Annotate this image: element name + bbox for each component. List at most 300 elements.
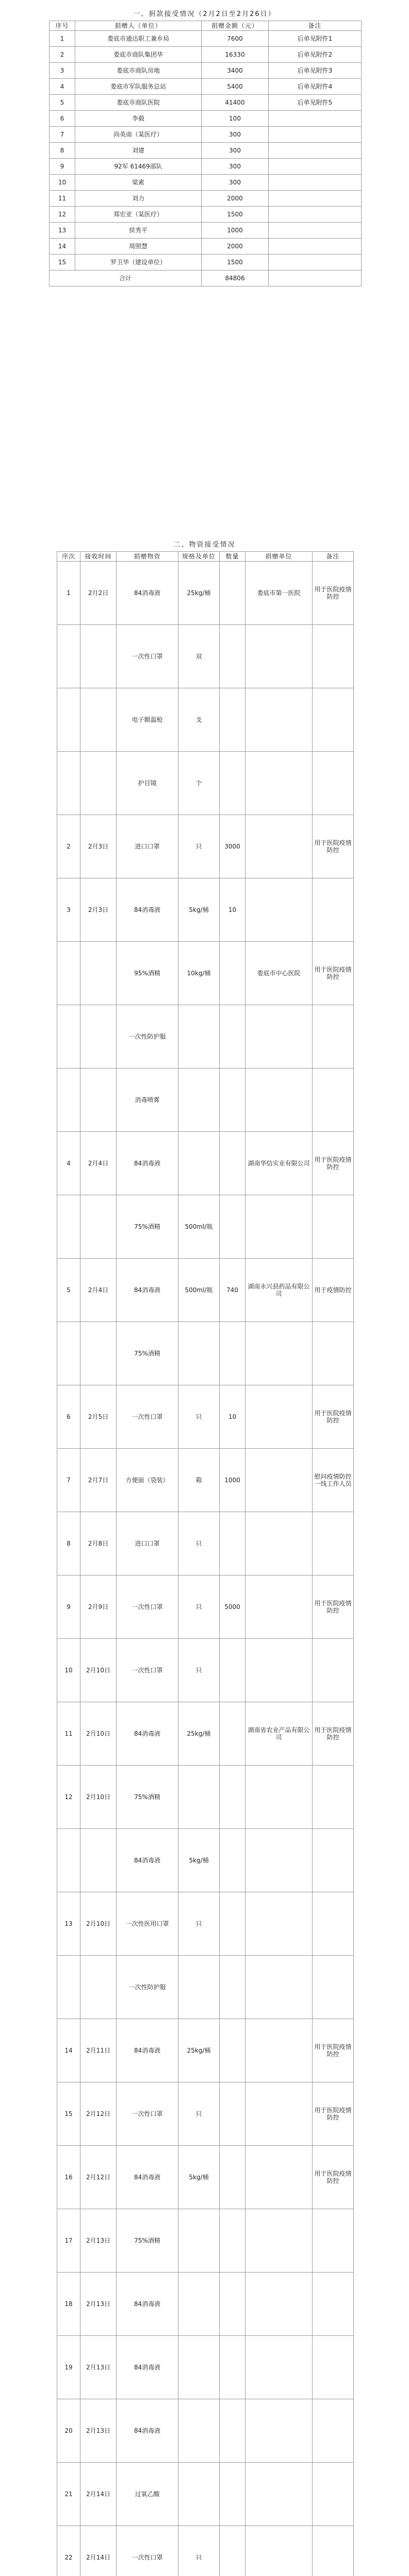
table-row bbox=[50, 175, 362, 191]
table-header-row bbox=[50, 21, 362, 31]
table-cell: 周照慧 bbox=[75, 239, 202, 255]
table-cell: 后单见附件3 bbox=[269, 63, 362, 79]
table-cell: 尚英南（某医疗） bbox=[75, 127, 202, 143]
table-cell bbox=[80, 1956, 117, 2019]
table-cell bbox=[178, 1956, 220, 2019]
table-cell bbox=[246, 1195, 313, 1259]
table-cell: 双 bbox=[178, 625, 220, 688]
table-cell: 只 bbox=[178, 815, 220, 878]
table-cell: 25kg/桶 bbox=[178, 2019, 220, 2082]
table-cell: 84消毒液 bbox=[117, 2019, 178, 2082]
table-cell bbox=[220, 2399, 246, 2463]
table-cell bbox=[220, 1956, 246, 2019]
table-cell: 一次性口罩 bbox=[117, 1385, 178, 1449]
table-row bbox=[50, 111, 362, 127]
table-cell: 只 bbox=[178, 2526, 220, 2576]
table-cell bbox=[80, 1829, 117, 1892]
table-cell: 84消毒液 bbox=[117, 878, 178, 942]
table-cell: 75%酒精 bbox=[117, 1766, 178, 1829]
table-cell bbox=[246, 1829, 313, 1892]
table-cell: 娄底市军队服务总站 bbox=[75, 79, 202, 95]
table-cell bbox=[313, 2463, 354, 2526]
table-cell: 李毅 bbox=[75, 111, 202, 127]
table-cell: 25kg/桶 bbox=[178, 1702, 220, 1766]
table-cell bbox=[246, 2209, 313, 2273]
table-cell: 500ml/瓶 bbox=[178, 1259, 220, 1322]
table-cell: 方便面（袋装） bbox=[117, 1449, 178, 1512]
table-cell bbox=[220, 1069, 246, 1132]
table-cell bbox=[57, 1195, 80, 1259]
table-cell bbox=[80, 942, 117, 1005]
table-cell bbox=[178, 2336, 220, 2399]
table-cell: 84消毒液 bbox=[117, 1702, 178, 1766]
table-cell bbox=[246, 688, 313, 752]
table-cell bbox=[220, 942, 246, 1005]
table-cell: 2月13日 bbox=[80, 2209, 117, 2273]
table-cell: 16 bbox=[57, 2146, 80, 2209]
table-row bbox=[50, 127, 362, 143]
table-cell bbox=[246, 1385, 313, 1449]
table-cell: 84消毒液 bbox=[117, 562, 178, 625]
table-cell bbox=[313, 2209, 354, 2273]
table-cell: 18 bbox=[57, 2273, 80, 2336]
table-cell bbox=[220, 1829, 246, 1892]
table-cell bbox=[220, 1639, 246, 1702]
column-header: 数量 bbox=[220, 552, 246, 562]
table-cell: 刘建 bbox=[75, 143, 202, 159]
table-cell: 84消毒液 bbox=[117, 2146, 178, 2209]
table-cell bbox=[269, 159, 362, 175]
table-row bbox=[57, 2526, 354, 2576]
table-cell: 2 bbox=[57, 815, 80, 878]
table-row bbox=[50, 239, 362, 255]
table-cell bbox=[269, 223, 362, 239]
table-cell bbox=[246, 2463, 313, 2526]
table-row bbox=[57, 1322, 354, 1385]
table-cell bbox=[246, 1892, 313, 1956]
table-cell bbox=[269, 239, 362, 255]
table-cell: 娄底市中心医院 bbox=[246, 942, 313, 1005]
table-row bbox=[57, 1892, 354, 1956]
table-cell bbox=[246, 1005, 313, 1069]
table-cell bbox=[313, 1766, 354, 1829]
table-cell: 2月2日 bbox=[80, 562, 117, 625]
table-cell: 只 bbox=[178, 1512, 220, 1575]
table-cell bbox=[313, 2336, 354, 2399]
table-cell: 11 bbox=[50, 191, 75, 207]
table-cell: 罗卫华（建设单位） bbox=[75, 255, 202, 270]
table-cell bbox=[246, 878, 313, 942]
table-row bbox=[50, 255, 362, 270]
table-cell: 12 bbox=[57, 1766, 80, 1829]
table-cell: 娄底市商队集团华 bbox=[75, 47, 202, 63]
table-header-row bbox=[57, 552, 354, 562]
table-cell bbox=[220, 1322, 246, 1385]
table-cell: 300 bbox=[202, 159, 269, 175]
table-cell: 84消毒液 bbox=[117, 1829, 178, 1892]
table-cell bbox=[269, 127, 362, 143]
table-cell: 2月3日 bbox=[80, 878, 117, 942]
table-cell: 2月11日 bbox=[80, 2019, 117, 2082]
table-cell: 后单见附件2 bbox=[269, 47, 362, 63]
table-cell: 用于医院疫情防控 bbox=[313, 1132, 354, 1195]
table-cell: 2月13日 bbox=[80, 2336, 117, 2399]
table-cell: 只 bbox=[178, 1575, 220, 1639]
table-cell bbox=[269, 143, 362, 159]
table-row bbox=[57, 2399, 354, 2463]
table-cell: 19 bbox=[57, 2336, 80, 2399]
table-cell: 7600 bbox=[202, 31, 269, 47]
table-cell: 2月14日 bbox=[80, 2526, 117, 2576]
table-cell bbox=[57, 688, 80, 752]
table-cell: 15 bbox=[57, 2082, 80, 2146]
table-row bbox=[57, 2082, 354, 2146]
column-header: 捐赠物资 bbox=[117, 552, 178, 562]
table-cell bbox=[246, 2399, 313, 2463]
table-cell: 16330 bbox=[202, 47, 269, 63]
table-cell: 慰问疫情防控一线工作人员 bbox=[313, 1449, 354, 1512]
total-label: 合计 bbox=[50, 270, 202, 286]
table-cell: 只 bbox=[178, 1892, 220, 1956]
table-cell bbox=[220, 2273, 246, 2336]
table-cell bbox=[313, 1069, 354, 1132]
table-cell bbox=[246, 1766, 313, 1829]
table-cell bbox=[178, 1322, 220, 1385]
table-cell bbox=[246, 2019, 313, 2082]
table-row bbox=[50, 63, 362, 79]
table-cell: 电子额温枪 bbox=[117, 688, 178, 752]
table-cell bbox=[220, 1195, 246, 1259]
section-title-materials-received: 二、物资接受情况 bbox=[173, 541, 236, 549]
table-cell: 75%酒精 bbox=[117, 1322, 178, 1385]
table-cell: 用于医院疫情防控 bbox=[313, 562, 354, 625]
table-cell bbox=[269, 255, 362, 270]
table-cell: 2月10日 bbox=[80, 1766, 117, 1829]
column-header: 捐赠金额（元） bbox=[202, 21, 269, 31]
table-cell: 10kg/桶 bbox=[178, 942, 220, 1005]
table-cell: 用于医院疫情防控 bbox=[313, 942, 354, 1005]
table-cell: 9 bbox=[50, 159, 75, 175]
table-cell bbox=[57, 1322, 80, 1385]
table-cell: 25kg/桶 bbox=[178, 562, 220, 625]
table-cell: 3 bbox=[50, 63, 75, 79]
table-cell bbox=[220, 1766, 246, 1829]
table-cell: 4 bbox=[57, 1132, 80, 1195]
table-cell bbox=[57, 752, 80, 815]
table-cell: 2000 bbox=[202, 191, 269, 207]
table-cell bbox=[220, 2526, 246, 2576]
materials-received-table-body bbox=[57, 562, 354, 2576]
table-cell: 2月5日 bbox=[80, 1385, 117, 1449]
table-row bbox=[57, 1385, 354, 1449]
table-cell bbox=[220, 1512, 246, 1575]
table-cell bbox=[220, 562, 246, 625]
table-cell: 2月13日 bbox=[80, 2273, 117, 2336]
table-cell bbox=[57, 942, 80, 1005]
table-cell bbox=[220, 752, 246, 815]
table-cell: 湖南省农业产品有限公司 bbox=[246, 1702, 313, 1766]
table-row bbox=[50, 79, 362, 95]
table-cell bbox=[313, 1195, 354, 1259]
table-row bbox=[57, 1449, 354, 1512]
table-cell: 2月10日 bbox=[80, 1892, 117, 1956]
table-cell: 84消毒液 bbox=[117, 2336, 178, 2399]
total-row bbox=[50, 270, 362, 286]
table-cell bbox=[246, 1575, 313, 1639]
table-row bbox=[50, 143, 362, 159]
column-header: 备注 bbox=[313, 552, 354, 562]
table-cell: 92军 61469部队 bbox=[75, 159, 202, 175]
table-cell: 7 bbox=[57, 1449, 80, 1512]
table-cell: 用于医院疫情防控 bbox=[313, 2019, 354, 2082]
materials-received-table bbox=[57, 551, 354, 2576]
table-cell bbox=[178, 1005, 220, 1069]
table-cell bbox=[246, 1449, 313, 1512]
table-cell: 20 bbox=[57, 2399, 80, 2463]
table-cell bbox=[246, 1322, 313, 1385]
table-cell: 3400 bbox=[202, 63, 269, 79]
table-cell: 只 bbox=[178, 1639, 220, 1702]
table-cell: 2月12日 bbox=[80, 2082, 117, 2146]
table-row bbox=[57, 1575, 354, 1639]
table-cell bbox=[313, 1829, 354, 1892]
table-row bbox=[57, 1005, 354, 1069]
table-cell: 2月8日 bbox=[80, 1512, 117, 1575]
table-cell: 用于医院疫情防控 bbox=[313, 2082, 354, 2146]
table-cell bbox=[220, 2463, 246, 2526]
table-cell bbox=[80, 752, 117, 815]
table-cell bbox=[246, 1639, 313, 1702]
table-cell: 湖南永兴县药品有限公司 bbox=[246, 1259, 313, 1322]
table-cell bbox=[178, 2399, 220, 2463]
table-cell: 2月4日 bbox=[80, 1132, 117, 1195]
table-cell: 100 bbox=[202, 111, 269, 127]
table-cell: 1500 bbox=[202, 255, 269, 270]
table-cell: 消毒喷雾 bbox=[117, 1069, 178, 1132]
table-cell: 2月14日 bbox=[80, 2463, 117, 2526]
table-cell bbox=[313, 1639, 354, 1702]
table-cell: 41400 bbox=[202, 95, 269, 111]
table-cell: 84消毒液 bbox=[117, 2399, 178, 2463]
table-cell: 84消毒液 bbox=[117, 2273, 178, 2336]
table-cell bbox=[246, 815, 313, 878]
table-cell: 13 bbox=[57, 1892, 80, 1956]
table-cell: 75%酒精 bbox=[117, 1195, 178, 1259]
table-cell: 1000 bbox=[202, 223, 269, 239]
table-cell: 一次性口罩 bbox=[117, 2082, 178, 2146]
table-cell: 进口口罩 bbox=[117, 815, 178, 878]
table-cell bbox=[269, 191, 362, 207]
table-cell bbox=[246, 1956, 313, 2019]
table-cell bbox=[80, 625, 117, 688]
table-cell bbox=[57, 625, 80, 688]
table-cell: 5400 bbox=[202, 79, 269, 95]
table-cell: 500ml/瓶 bbox=[178, 1195, 220, 1259]
table-cell: 郑宏亚（某医疗） bbox=[75, 207, 202, 223]
table-cell bbox=[220, 2019, 246, 2082]
table-cell bbox=[178, 1132, 220, 1195]
total-value: 84806 bbox=[202, 270, 269, 286]
table-cell: 21 bbox=[57, 2463, 80, 2526]
column-header: 规格及单位 bbox=[178, 552, 220, 562]
table-cell: 侯秀平 bbox=[75, 223, 202, 239]
table-cell bbox=[220, 2336, 246, 2399]
table-cell: 用于医院疫情防控 bbox=[313, 815, 354, 878]
table-cell: 75%酒精 bbox=[117, 2209, 178, 2273]
table-row bbox=[57, 2146, 354, 2209]
table-cell: 进口口罩 bbox=[117, 1512, 178, 1575]
table-cell: 个 bbox=[178, 752, 220, 815]
table-row bbox=[57, 942, 354, 1005]
table-cell bbox=[57, 1069, 80, 1132]
table-cell: 一次性防护服 bbox=[117, 1005, 178, 1069]
table-cell: 300 bbox=[202, 175, 269, 191]
table-cell bbox=[220, 1132, 246, 1195]
table-cell bbox=[80, 1195, 117, 1259]
table-cell bbox=[313, 1512, 354, 1575]
table-row bbox=[50, 223, 362, 239]
table-cell bbox=[246, 2146, 313, 2209]
table-cell bbox=[269, 270, 362, 286]
table-cell bbox=[80, 1322, 117, 1385]
table-cell bbox=[178, 2273, 220, 2336]
table-cell: 一次性口罩 bbox=[117, 1639, 178, 1702]
table-row bbox=[57, 1512, 354, 1575]
table-cell bbox=[269, 111, 362, 127]
table-cell: 用于医院疫情防控 bbox=[313, 1575, 354, 1639]
table-cell: 10 bbox=[220, 1385, 246, 1449]
table-row bbox=[50, 31, 362, 47]
table-cell bbox=[178, 1069, 220, 1132]
table-cell: 后单见附件5 bbox=[269, 95, 362, 111]
table-row bbox=[57, 1259, 354, 1322]
table-row bbox=[57, 1702, 354, 1766]
table-cell: 后单见附件1 bbox=[269, 31, 362, 47]
table-cell: 用于医院疫情防控 bbox=[313, 1702, 354, 1766]
table-row bbox=[50, 47, 362, 63]
table-cell: 10 bbox=[50, 175, 75, 191]
table-cell: 1000 bbox=[220, 1449, 246, 1512]
table-row bbox=[57, 2019, 354, 2082]
table-cell bbox=[220, 688, 246, 752]
table-cell bbox=[220, 1892, 246, 1956]
table-row bbox=[57, 1195, 354, 1259]
table-cell: 12 bbox=[50, 207, 75, 223]
table-cell: 11 bbox=[57, 1702, 80, 1766]
table-cell: 5kg/桶 bbox=[178, 878, 220, 942]
table-cell bbox=[313, 2399, 354, 2463]
table-cell: 22 bbox=[57, 2526, 80, 2576]
table-cell: 用于医院疫情防控 bbox=[313, 2146, 354, 2209]
table-row bbox=[50, 191, 362, 207]
table-cell: 9 bbox=[57, 1575, 80, 1639]
table-cell bbox=[313, 752, 354, 815]
table-cell bbox=[220, 625, 246, 688]
table-cell bbox=[57, 1829, 80, 1892]
table-cell: 湖南华信实业有限公司 bbox=[246, 1132, 313, 1195]
table-row bbox=[57, 1956, 354, 2019]
table-cell: 一次性防护服 bbox=[117, 1956, 178, 2019]
section-title-donations: 一、捐款接受情况（2月2日至2月26日） bbox=[133, 10, 276, 18]
table-cell: 2月7日 bbox=[80, 1449, 117, 1512]
table-cell: 5kg/桶 bbox=[178, 1829, 220, 1892]
table-cell bbox=[220, 1005, 246, 1069]
table-cell bbox=[80, 688, 117, 752]
table-cell: 支 bbox=[178, 688, 220, 752]
table-cell: 15 bbox=[50, 255, 75, 270]
table-row bbox=[57, 878, 354, 942]
table-cell: 1500 bbox=[202, 207, 269, 223]
table-cell: 过氧乙酸 bbox=[117, 2463, 178, 2526]
table-row bbox=[57, 815, 354, 878]
table-cell: 5 bbox=[57, 1259, 80, 1322]
table-cell: 2月10日 bbox=[80, 1702, 117, 1766]
table-cell: 6 bbox=[57, 1385, 80, 1449]
table-cell: 5000 bbox=[220, 1575, 246, 1639]
table-row bbox=[57, 2273, 354, 2336]
table-row bbox=[57, 1639, 354, 1702]
table-cell: 一次性医用口罩 bbox=[117, 1892, 178, 1956]
table-row bbox=[57, 2209, 354, 2273]
table-cell bbox=[313, 688, 354, 752]
table-cell bbox=[246, 625, 313, 688]
table-row bbox=[57, 752, 354, 815]
table-cell: 2 bbox=[50, 47, 75, 63]
table-cell bbox=[220, 1702, 246, 1766]
table-cell: 刘力 bbox=[75, 191, 202, 207]
table-row bbox=[50, 95, 362, 111]
table-cell: 3 bbox=[57, 878, 80, 942]
table-cell bbox=[313, 1322, 354, 1385]
table-cell bbox=[313, 2273, 354, 2336]
table-cell bbox=[246, 2526, 313, 2576]
table-cell: 8 bbox=[50, 143, 75, 159]
table-cell: 7 bbox=[50, 127, 75, 143]
table-cell: 护目镜 bbox=[117, 752, 178, 815]
column-header: 捐赠单位 bbox=[246, 552, 313, 562]
table-cell bbox=[269, 207, 362, 223]
table-cell: 300 bbox=[202, 127, 269, 143]
table-cell: 只 bbox=[178, 1385, 220, 1449]
column-header: 序号 bbox=[50, 21, 75, 31]
table-cell bbox=[313, 878, 354, 942]
table-cell: 娄底市通达职工兼乡局 bbox=[75, 31, 202, 47]
table-cell bbox=[246, 1512, 313, 1575]
table-cell bbox=[178, 2463, 220, 2526]
table-cell: 一次性口罩 bbox=[117, 1575, 178, 1639]
table-cell bbox=[80, 1069, 117, 1132]
table-cell: 84消毒液 bbox=[117, 1259, 178, 1322]
column-header: 备注 bbox=[269, 21, 362, 31]
table-cell: 1 bbox=[57, 562, 80, 625]
table-cell: 8 bbox=[57, 1512, 80, 1575]
table-cell: 14 bbox=[50, 239, 75, 255]
table-cell: 2000 bbox=[202, 239, 269, 255]
table-cell: 5kg/桶 bbox=[178, 2146, 220, 2209]
table-cell: 10 bbox=[57, 1639, 80, 1702]
table-cell: 740 bbox=[220, 1259, 246, 1322]
table-cell: 后单见附件4 bbox=[269, 79, 362, 95]
table-cell: 17 bbox=[57, 2209, 80, 2273]
table-row bbox=[57, 1829, 354, 1892]
table-row bbox=[57, 1132, 354, 1195]
donations-table bbox=[49, 21, 362, 286]
table-cell bbox=[246, 2273, 313, 2336]
table-cell: 箱 bbox=[178, 1449, 220, 1512]
table-cell: 一次性口罩 bbox=[117, 625, 178, 688]
table-cell: 2月13日 bbox=[80, 2399, 117, 2463]
donations-table-body bbox=[50, 31, 362, 270]
